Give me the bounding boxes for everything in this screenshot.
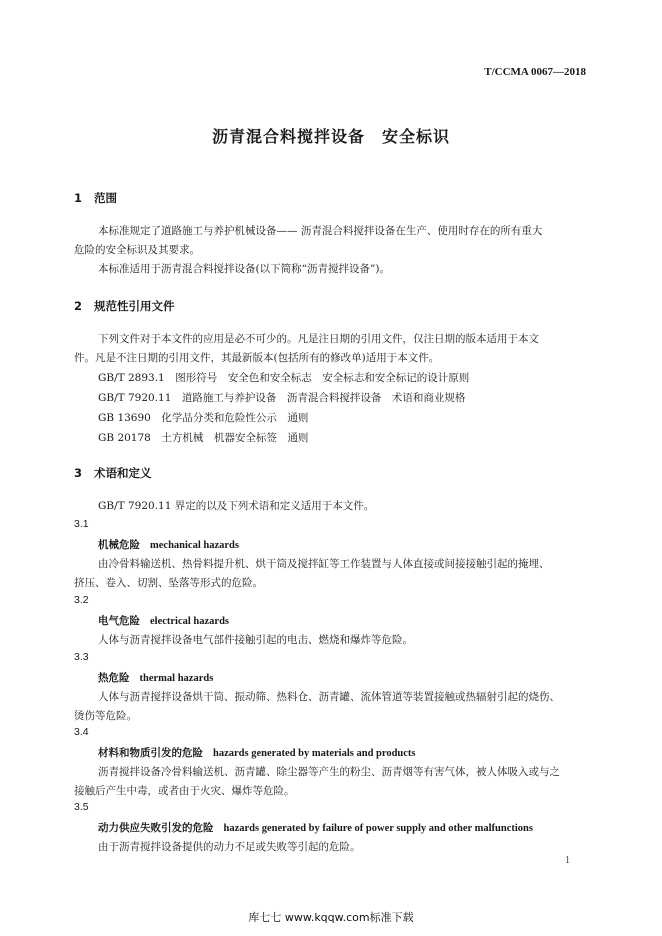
- page-number: 1: [565, 855, 570, 866]
- term-en: hazards generated by failure of power supply and other malfunctions: [223, 823, 533, 834]
- reference-item: GB/T 2893.1 图形符号 安全色和安全标志 安全标志和安全标记的设计原则: [98, 372, 470, 384]
- section-2-heading: [74, 298, 175, 314]
- term-definition-line: 由于沥青搅拌设备提供的动力不足或失败等引起的危险。: [98, 841, 361, 853]
- section-number: 2: [74, 299, 83, 313]
- term-number: 3.3: [74, 651, 89, 663]
- section-1-heading: [74, 190, 117, 206]
- term-definition-line: 人体与沥青搅拌设备电气部件接触引起的电击、燃烧和爆炸等危险。: [98, 634, 413, 646]
- term-definition-line: 烫伤等危险。: [74, 710, 137, 722]
- paragraph-line: 件。凡是不注日期的引用文件，其最新版本(包括所有的修改单)适用于本文件。: [74, 352, 440, 364]
- term-number: 3.2: [74, 594, 89, 606]
- reference-item: GB 13690 化学品分类和危险性公示 通则: [98, 412, 309, 424]
- section-number: 1: [74, 191, 83, 205]
- term-definition-line: 由冷骨料输送机、热骨料提升机、烘干筒及搅拌缸等工作装置与人体直接或间接接触引起的掩埋、: [98, 558, 550, 570]
- term-definition-line: 接触后产生中毒，或者由于火灾、爆炸等危险。: [74, 785, 295, 797]
- term-number: 3.1: [74, 518, 89, 530]
- term-definition-line: 人体与沥青搅拌设备烘干筒、振动筛、热料仓、沥青罐、流体管道等装置接触或热辐射引起的烧伤、: [98, 691, 560, 703]
- paragraph-line: 本标准适用于沥青混合料搅拌设备(以下简称“沥青搅拌设备”)。: [98, 263, 390, 275]
- term-zh: 电气危险: [98, 615, 140, 627]
- term-title: [98, 745, 416, 760]
- term-number: 3.4: [74, 726, 89, 738]
- footer-watermark: 库七七 www.kqqw.com标准下载: [248, 911, 414, 924]
- term-zh: 热危险: [98, 672, 130, 684]
- section-title: 规范性引用文件: [94, 299, 175, 313]
- standard-code: T/CCMA 0067—2018: [484, 66, 586, 78]
- paragraph-line: GB/T 7920.11 界定的以及下列术语和定义适用于本文件。: [98, 500, 375, 512]
- term-en: hazards generated by materials and products: [213, 748, 416, 759]
- section-number: 3: [74, 466, 83, 480]
- term-zh: 动力供应失败引发的危险: [98, 822, 214, 834]
- paragraph-line: 危险的安全标识及其要求。: [74, 244, 200, 256]
- term-title: [98, 613, 229, 628]
- term-title: [98, 670, 213, 685]
- term-number: 3.5: [74, 801, 89, 813]
- document-title: 沥青混合料搅拌设备 安全标识: [211, 127, 450, 146]
- reference-item: GB/T 7920.11 道路施工与养护设备 沥青混合料搅拌设备 术语和商业规格: [98, 392, 466, 404]
- term-title: [98, 537, 239, 552]
- term-zh: 机械危险: [98, 539, 140, 551]
- term-title: [98, 820, 533, 835]
- term-zh: 材料和物质引发的危险: [98, 747, 203, 759]
- term-definition-line: 挤压、卷入、切割、坠落等形式的危险。: [74, 577, 263, 589]
- section-3-heading: [74, 465, 152, 481]
- term-definition-line: 沥青搅拌设备冷骨料输送机、沥青罐、除尘器等产生的粉尘、沥青烟等有害气体，被人体吸入或与之: [98, 766, 560, 778]
- section-title: 术语和定义: [94, 466, 152, 480]
- paragraph-line: 本标准规定了道路施工与养护机械设备—— 沥青混合料搅拌设备在生产、使用时存在的所有重大: [98, 225, 543, 237]
- term-en: electrical hazards: [150, 616, 230, 627]
- reference-item: GB 20178 土方机械 机器安全标签 通则: [98, 432, 309, 444]
- term-en: thermal hazards: [139, 673, 214, 684]
- paragraph-line: 下列文件对于本文件的应用是必不可少的。凡是注日期的引用文件，仅注日期的版本适用于本文: [98, 333, 539, 345]
- section-title: 范围: [94, 191, 117, 205]
- term-en: mechanical hazards: [150, 540, 239, 551]
